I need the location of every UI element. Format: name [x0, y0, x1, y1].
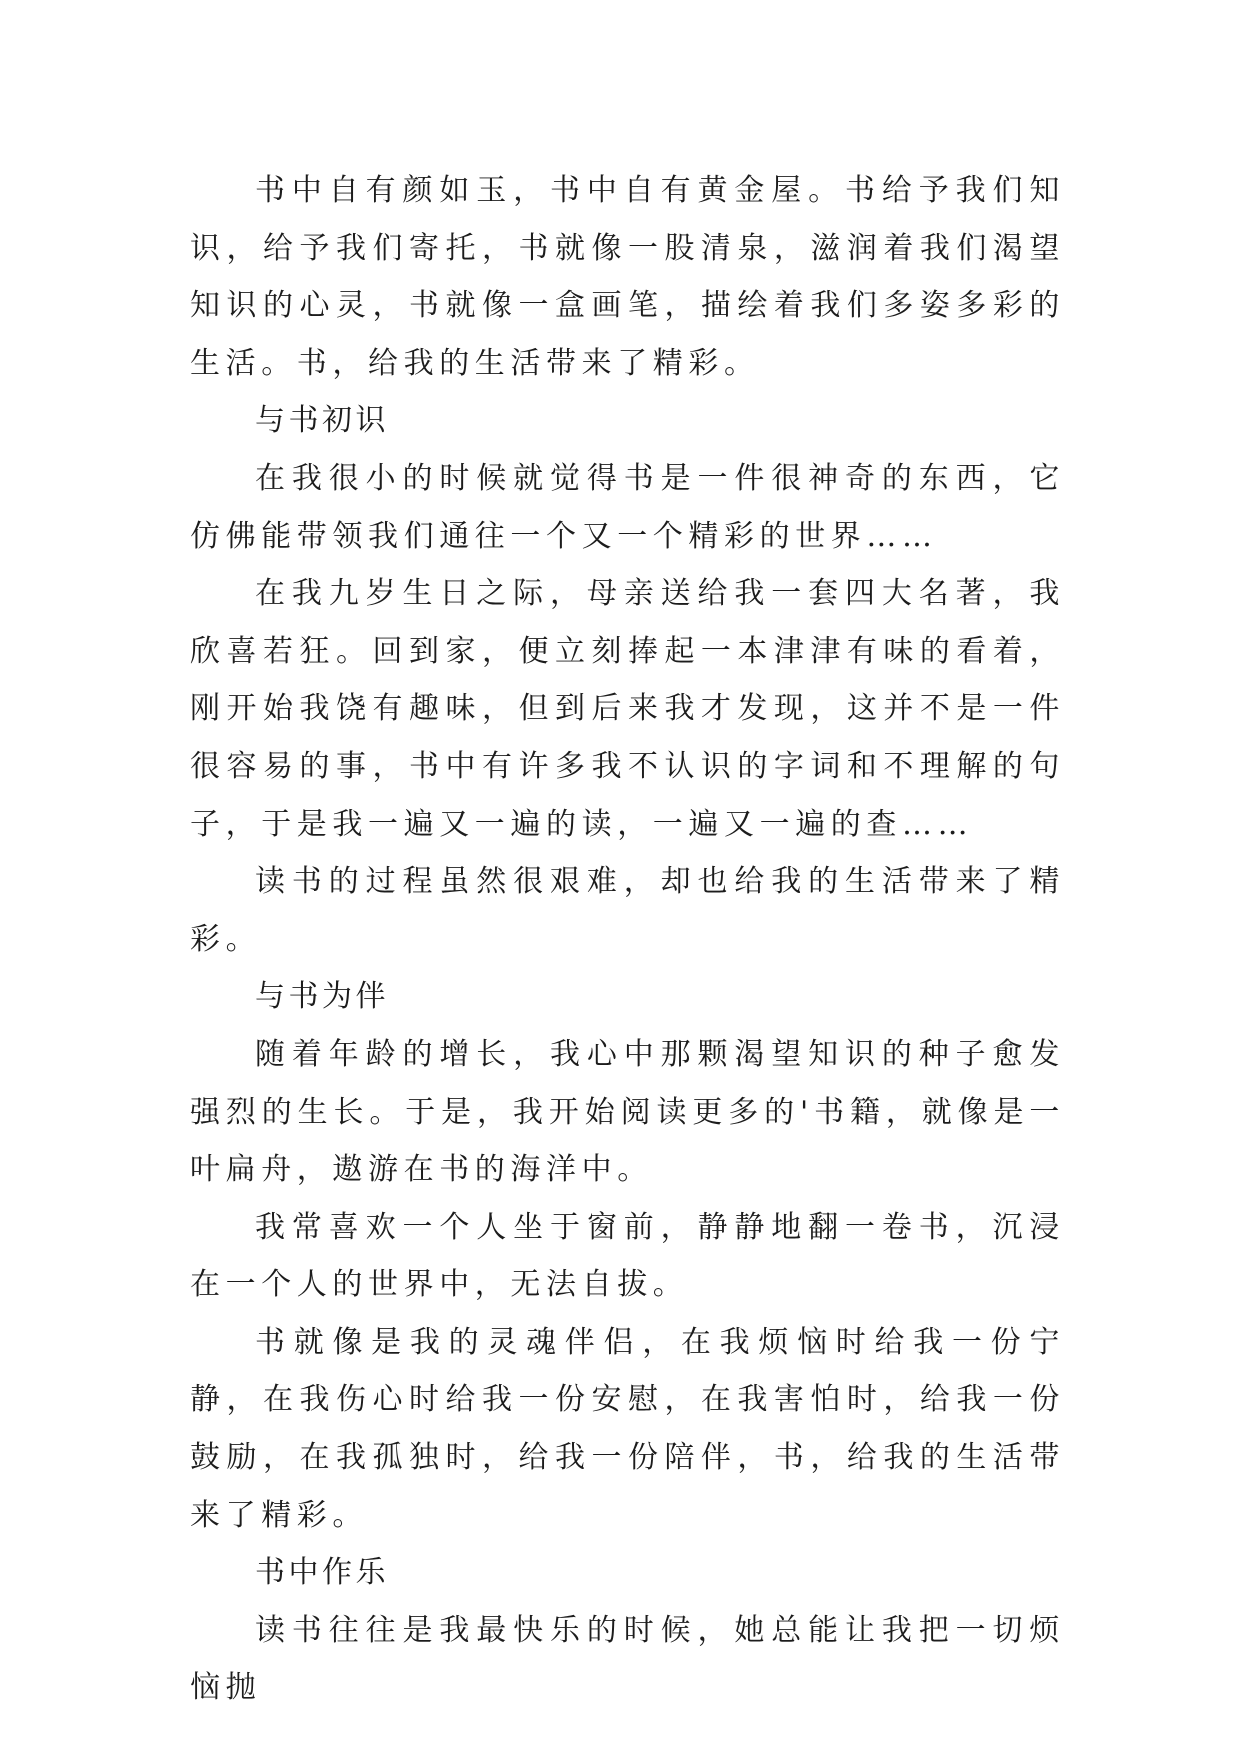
paragraph-intro: 书中自有颜如玉，书中自有黄金屋。书给予我们知识，给予我们寄托，书就像一股清泉，滋润着我们渴望知识的心灵，书就像一盒画笔，描绘着我们多姿多彩的生活。书，给我的生活带来了精彩。 — [190, 173, 1065, 381]
section-heading-companion: 与书为伴 — [255, 979, 389, 1015]
paragraph: 我常喜欢一个人坐于窗前，静静地翻一卷书，沉浸在一个人的世界中，无法自拔。 — [190, 1209, 1065, 1303]
paragraph: 读书的过程虽然很艰难，却也给我的生活带来了精彩。 — [190, 864, 1065, 957]
paragraph: 读书往往是我最快乐的时候，她总能让我把一切烦恼抛 — [190, 1612, 1065, 1706]
document-body — [190, 162, 1065, 1717]
paragraph: 在我很小的时候就觉得书是一件很神奇的东西，它仿佛能带领我们通往一个又一个精彩的世界…… — [190, 460, 1065, 554]
section-heading-first-meeting: 与书初识 — [255, 403, 389, 439]
paragraph: 随着年龄的增长，我心中那颗渴望知识的种子愈发强烈的生长。于是，我开始阅读更多的'书籍，就像是一叶扁舟，遨游在书的海洋中。 — [190, 1036, 1065, 1188]
paragraph: 书就像是我的灵魂伴侣，在我烦恼时给我一份宁静，在我伤心时给我一份安慰，在我害怕时，给我一份鼓励，在我孤独时，给我一份陪伴，书，给我的生活带来了精彩。 — [190, 1324, 1065, 1533]
section-heading-joy: 书中作乐 — [255, 1555, 389, 1591]
paragraph: 在我九岁生日之际，母亲送给我一套四大名著，我欣喜若狂。回到家，便立刻捧起一本津津有味的看着，刚开始我饶有趣味，但到后来我才发现，这并不是一件很容易的事，书中有许多我不认识的字词和不理解的句子，于是我一遍又一遍的读，一遍又一遍的查…… — [190, 576, 1065, 842]
